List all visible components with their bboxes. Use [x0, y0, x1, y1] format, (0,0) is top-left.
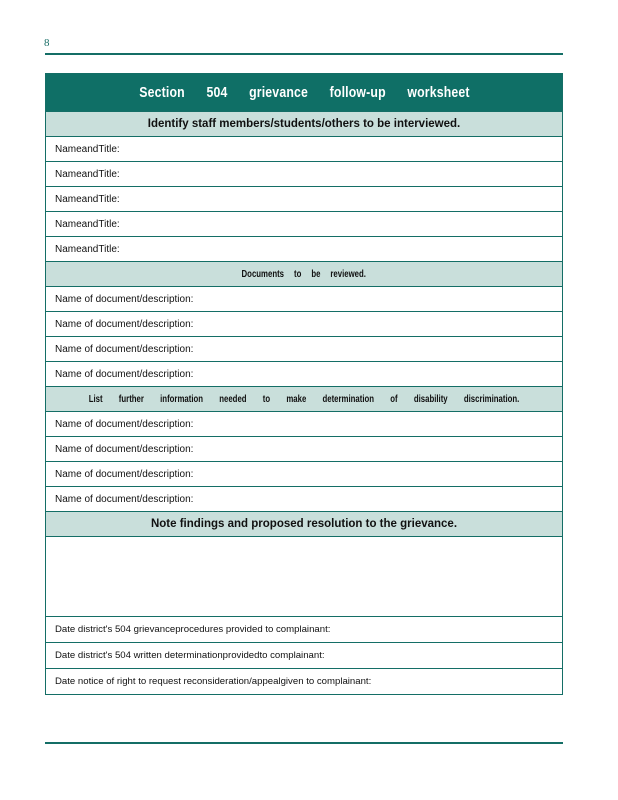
findings-section-header: Note findings and proposed resolution to the grievance. [46, 511, 562, 536]
determination-date-field[interactable]: Date district's 504 written determinationprovidedto complainant: [46, 642, 562, 668]
document-field[interactable]: Name of document/description: [46, 336, 562, 361]
document-field[interactable]: Name of document/description: [46, 311, 562, 336]
further-info-field[interactable]: Name of document/description: [46, 411, 562, 436]
further-info-field[interactable]: Name of document/description: [46, 461, 562, 486]
footer-rule [45, 742, 563, 744]
interviewee-field[interactable]: NameandTitle: [46, 211, 562, 236]
reconsideration-date-field[interactable]: Date notice of right to request reconsideration/appealgiven to complainant: [46, 668, 562, 694]
interviewee-field[interactable]: NameandTitle: [46, 186, 562, 211]
header-rule [45, 53, 563, 55]
documents-section-header: Documents to be reviewed. [46, 261, 562, 286]
document-field[interactable]: Name of document/description: [46, 361, 562, 386]
worksheet-table [45, 73, 563, 695]
interviewee-field[interactable]: NameandTitle: [46, 136, 562, 161]
interview-section-header: Identify staff members/students/others to be interviewed. [46, 111, 562, 136]
worksheet-title: Section 504 grievance follow-up worksheet [46, 74, 562, 111]
interviewee-field[interactable]: NameandTitle: [46, 236, 562, 261]
page-number: 8 [44, 37, 50, 49]
procedures-date-field[interactable]: Date district's 504 grievanceprocedures provided to complainant: [46, 616, 562, 642]
interviewee-field[interactable]: NameandTitle: [46, 161, 562, 186]
further-info-field[interactable]: Name of document/description: [46, 486, 562, 511]
findings-field[interactable] [46, 536, 562, 616]
further-info-field[interactable]: Name of document/description: [46, 436, 562, 461]
further-info-section-header: List further information needed to make determination of disability discrimination. [46, 386, 562, 411]
document-field[interactable]: Name of document/description: [46, 286, 562, 311]
